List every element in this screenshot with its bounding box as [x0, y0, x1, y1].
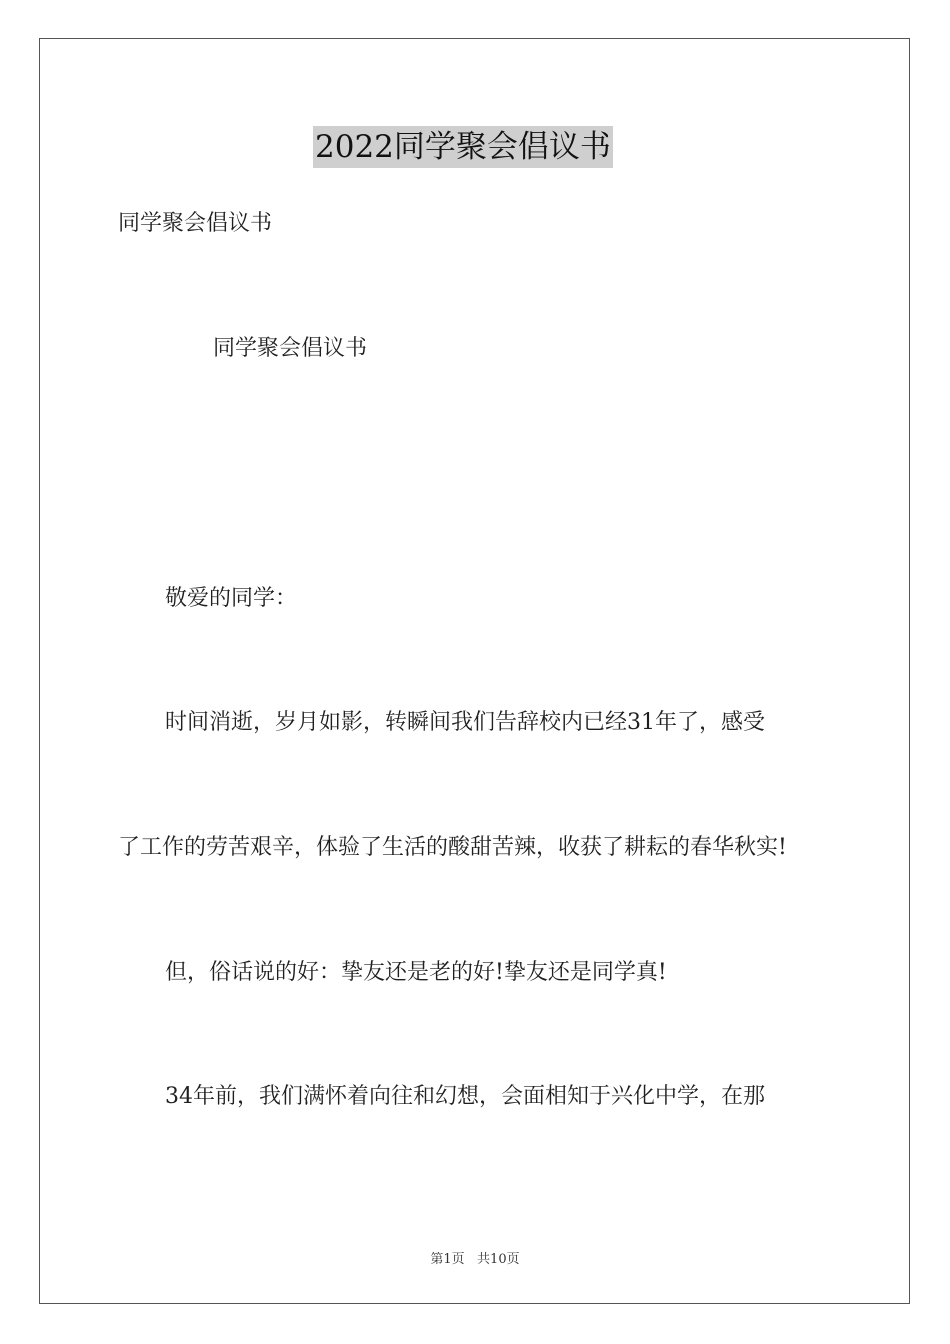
subtitle-line: 同学聚会倡议书: [118, 211, 273, 236]
paragraph-line: 了工作的劳苦艰辛，体验了生活的酸甜苦辣，收获了耕耘的春华秋实!: [118, 835, 787, 860]
paragraph-line: 34年前，我们满怀着向往和幻想，会面相知于兴化中学，在那: [165, 1084, 765, 1109]
paragraph-line: 但，俗话说的好：挚友还是老的好!挚友还是同学真!: [165, 960, 667, 985]
document-title: 2022同学聚会倡议书: [313, 126, 613, 168]
page-number-footer: 第1页 共10页: [430, 1252, 520, 1267]
heading-line: 同学聚会倡议书: [213, 336, 368, 361]
salutation-line: 敬爱的同学：: [165, 586, 298, 611]
paragraph-line: 时间消逝，岁月如影，转瞬间我们告辞校内已经31年了，感受: [165, 710, 765, 735]
